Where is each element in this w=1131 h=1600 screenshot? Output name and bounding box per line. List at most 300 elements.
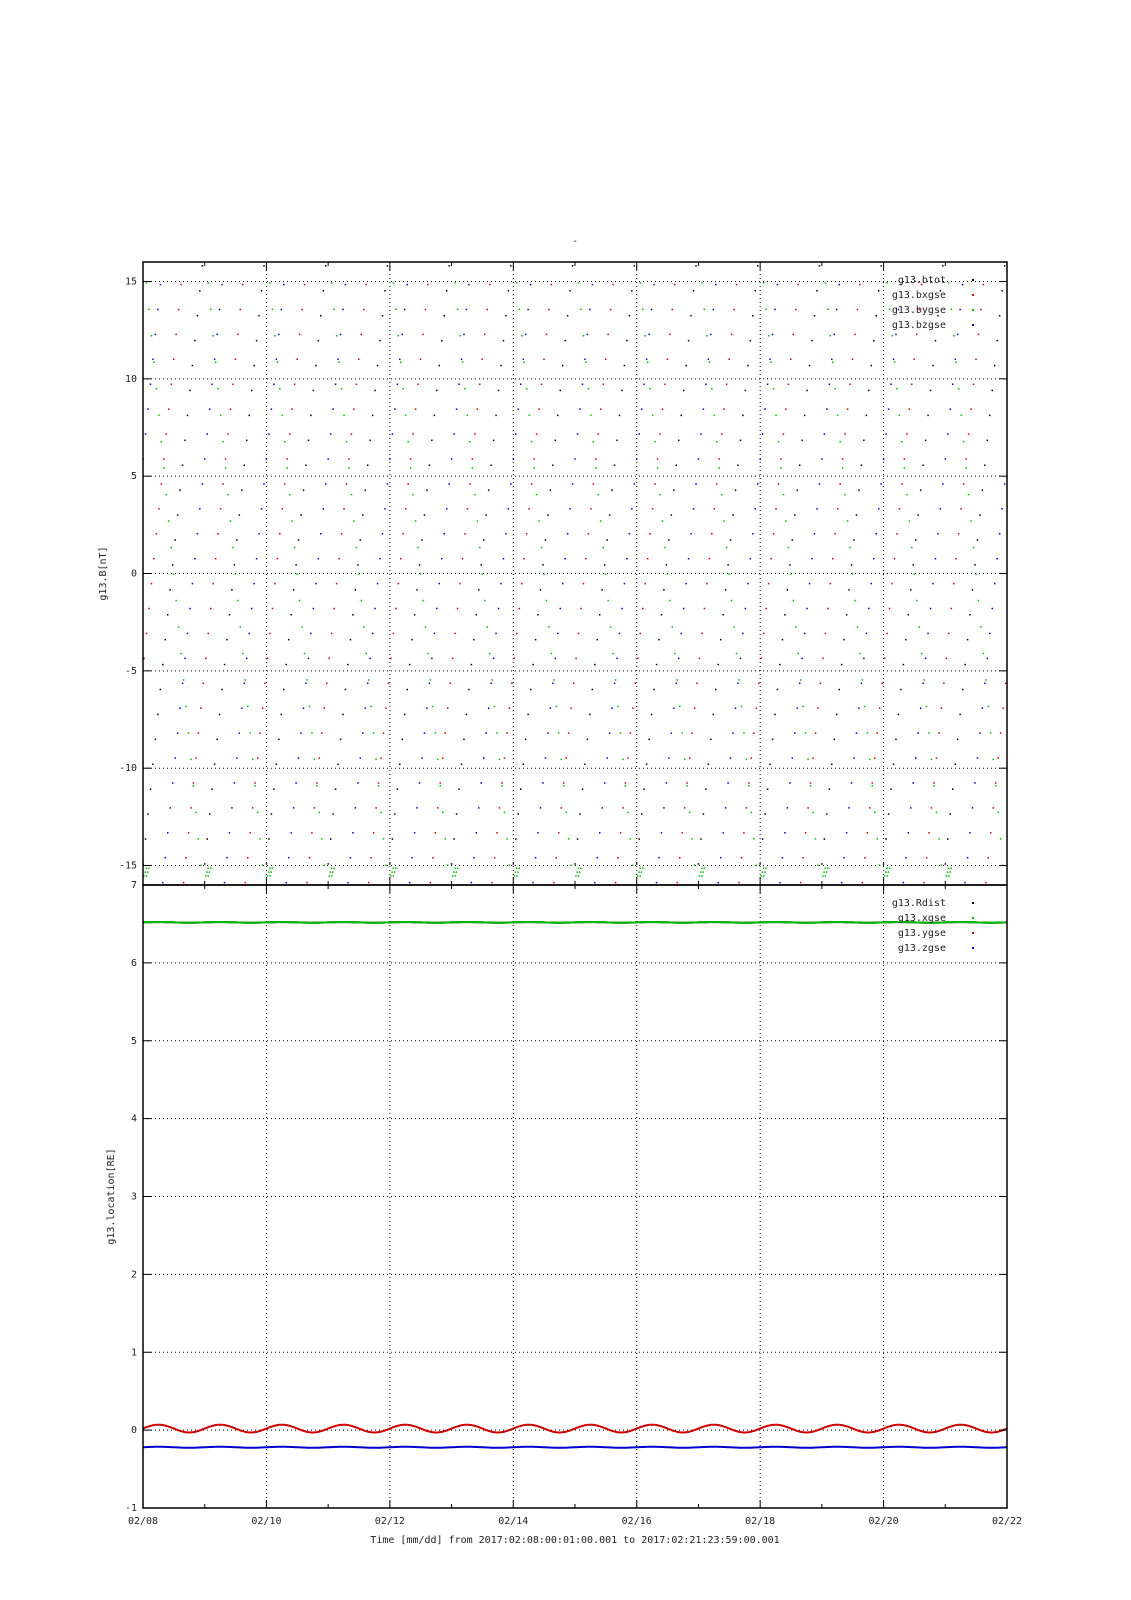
data-point: [810, 785, 812, 787]
data-point: [1000, 732, 1002, 734]
data-point: [849, 547, 851, 549]
data-point: [820, 891, 822, 893]
data-point: [820, 683, 822, 685]
data-point: [301, 309, 303, 311]
data-point: [393, 867, 395, 869]
data-point: [345, 284, 347, 286]
data-point: [819, 265, 821, 267]
data-point: [658, 857, 660, 859]
data-point: [563, 782, 565, 784]
data-point: [555, 440, 557, 442]
data-point: [222, 441, 224, 443]
data-point: [348, 458, 350, 460]
data-point: [269, 867, 271, 869]
data-point: [753, 732, 755, 734]
data-point: [702, 871, 704, 873]
data-point: [262, 707, 264, 709]
data-point: [197, 315, 199, 317]
data-point: [282, 414, 284, 416]
data-point: [217, 388, 219, 390]
data-point: [880, 483, 882, 485]
data-point: [410, 467, 412, 469]
data-point: [763, 633, 765, 635]
data-point: [505, 315, 507, 317]
data-point: [693, 290, 695, 292]
data-point: [355, 589, 357, 591]
data-point: [270, 871, 272, 873]
data-point: [806, 390, 808, 392]
data-point: [346, 441, 348, 443]
data-point: [999, 315, 1001, 317]
data-point: [426, 489, 428, 491]
data-point: [759, 458, 761, 460]
data-point: [959, 714, 961, 716]
data-point: [955, 558, 957, 560]
data-point: [848, 589, 850, 591]
data-point: [458, 788, 460, 790]
data-point: [890, 383, 892, 385]
data-point: [844, 433, 846, 435]
data-point: [273, 383, 275, 385]
data-point: [812, 812, 814, 814]
data-point: [894, 361, 896, 363]
data-point: [405, 508, 407, 510]
data-point: [392, 838, 394, 840]
data-point: [653, 689, 655, 691]
y-tick-label: 6: [130, 957, 137, 969]
data-point: [513, 458, 515, 460]
data-point: [247, 706, 249, 708]
data-point: [699, 875, 701, 877]
data-point: [545, 539, 547, 541]
data-point: [705, 383, 707, 385]
data-point: [683, 608, 685, 610]
data-point: [479, 547, 481, 549]
data-point: [962, 284, 964, 286]
data-point: [856, 514, 858, 516]
data-point: [990, 732, 992, 734]
data-point: [624, 365, 626, 367]
data-point: [498, 390, 500, 392]
data-point: [505, 533, 507, 535]
data-point: [632, 865, 634, 867]
data-point: [852, 359, 854, 361]
data-point: [716, 441, 718, 443]
data-point: [390, 256, 392, 258]
data-point: [844, 494, 846, 496]
y-tick-label: 7: [130, 880, 137, 891]
y-tick-label: 3: [130, 1191, 137, 1203]
data-point: [525, 334, 527, 336]
data-point: [762, 433, 764, 435]
data-point: [691, 732, 693, 734]
data-point: [365, 284, 367, 286]
data-point: [472, 458, 474, 460]
data-point: [546, 600, 548, 602]
data-point: [533, 467, 535, 469]
data-point: [973, 547, 975, 549]
data-point: [599, 614, 601, 616]
data-point: [948, 282, 950, 284]
data-point: [303, 489, 305, 491]
data-point: [848, 807, 850, 809]
data-point: [936, 812, 938, 814]
data-point: [341, 388, 343, 390]
data-point: [639, 633, 641, 635]
data-point: [635, 891, 637, 893]
data-point: [992, 759, 994, 761]
data-point: [921, 653, 923, 655]
data-point: [168, 408, 170, 410]
data-point: [826, 408, 828, 410]
data-point: [917, 732, 919, 734]
data-point: [491, 882, 493, 884]
data-point: [198, 838, 200, 840]
data-point: [341, 533, 343, 535]
data-point: [1004, 265, 1006, 267]
data-point: [938, 838, 940, 840]
data-point: [908, 832, 910, 834]
data-point: [501, 785, 503, 787]
data-point: [425, 626, 427, 628]
data-point: [210, 608, 212, 610]
data-point: [765, 309, 767, 311]
data-point: [498, 608, 500, 610]
data-point: [404, 714, 406, 716]
data-point: [673, 707, 675, 709]
data-point: [572, 265, 574, 267]
data-point: [974, 782, 976, 784]
data-point: [952, 788, 954, 790]
legend-label: g13.btot: [897, 275, 946, 286]
data-point: [248, 415, 250, 417]
data-point: [885, 871, 887, 873]
data-point: [646, 359, 648, 361]
data-point: [954, 359, 956, 361]
data-point: [518, 867, 520, 869]
data-point: [537, 832, 539, 834]
data-point: [515, 433, 517, 435]
data-point: [496, 832, 498, 834]
data-point: [281, 309, 283, 311]
data-point: [884, 256, 886, 258]
data-point: [895, 334, 897, 336]
data-point: [891, 335, 893, 337]
data-point: [652, 414, 654, 416]
data-point: [193, 782, 195, 784]
data-point: [689, 812, 691, 814]
data-point: [310, 415, 312, 417]
data-point: [661, 832, 663, 834]
data-point: [728, 573, 730, 575]
data-point: [214, 764, 216, 766]
data-point: [304, 653, 306, 655]
data-point: [768, 583, 770, 585]
data-point: [779, 882, 781, 884]
data-point: [653, 284, 655, 286]
data-point: [727, 564, 729, 566]
data-point: [779, 664, 781, 666]
data-point: [663, 807, 665, 809]
data-point: [827, 309, 829, 311]
data-point: [162, 882, 164, 884]
data-point: [614, 683, 616, 685]
data-point: [352, 832, 354, 834]
data-point: [864, 857, 866, 859]
data-point: [268, 838, 270, 840]
chart-title-mark: -: [571, 236, 579, 247]
data-point: [817, 865, 819, 867]
data-point: [979, 514, 981, 516]
data-point: [283, 284, 285, 286]
data-point: [405, 414, 407, 416]
data-point: [789, 564, 791, 566]
data-point: [942, 483, 944, 485]
data-point: [932, 583, 934, 585]
data-point: [385, 707, 387, 709]
data-point: [459, 583, 461, 585]
data-point: [669, 334, 671, 336]
data-point: [519, 309, 521, 311]
data-point: [663, 589, 665, 591]
data-point: [427, 284, 429, 286]
data-point: [294, 547, 296, 549]
data-point: [857, 309, 859, 311]
data-point: [801, 440, 803, 442]
data-point: [730, 539, 732, 541]
data-point: [989, 415, 991, 417]
data-point: [375, 807, 377, 809]
data-point: [252, 759, 254, 761]
data-point: [579, 408, 581, 410]
data-point: [873, 340, 875, 342]
data-point: [525, 739, 527, 741]
data-point: [508, 290, 510, 292]
data-point: [669, 600, 671, 602]
data-point: [785, 408, 787, 410]
data-point: [377, 365, 379, 367]
data-point: [153, 361, 155, 363]
data-point: [836, 309, 838, 311]
data-point: [824, 838, 826, 840]
data-point: [989, 633, 991, 635]
data-point: [432, 857, 434, 859]
data-point: [285, 664, 287, 666]
legend-label: g13.bygse: [891, 305, 946, 316]
data-point: [574, 458, 576, 460]
data-point: [810, 782, 812, 784]
data-point: [802, 706, 804, 708]
data-point: [789, 782, 791, 784]
data-point: [148, 608, 150, 610]
data-point: [163, 458, 165, 460]
data-point: [605, 573, 607, 575]
data-point: [909, 520, 911, 522]
data-point: [587, 739, 589, 741]
data-point: [895, 739, 897, 741]
data-point: [982, 489, 984, 491]
data-point: [478, 807, 480, 809]
data-point: [807, 807, 809, 809]
data-point: [830, 335, 832, 337]
data-point: [336, 583, 338, 585]
data-point: [652, 508, 654, 510]
data-point: [701, 875, 703, 877]
data-point: [555, 658, 557, 660]
data-point: [959, 309, 961, 311]
data-point: [410, 458, 412, 460]
data-point: [857, 626, 859, 628]
data-point: [522, 764, 524, 766]
data-point: [221, 284, 223, 286]
data-point: [388, 891, 390, 893]
data-point: [565, 757, 567, 759]
data-point: [688, 558, 690, 560]
data-point: [217, 533, 219, 535]
data-point: [689, 757, 691, 759]
data-point: [150, 788, 152, 790]
data-point: [476, 614, 478, 616]
data-point: [604, 782, 606, 784]
x-tick-label: 02/22: [991, 1516, 1023, 1527]
data-point: [799, 464, 801, 466]
data-point: [325, 483, 327, 485]
data-point: [330, 871, 332, 873]
data-point: [560, 807, 562, 809]
data-point: [916, 600, 918, 602]
data-point: [983, 284, 985, 286]
data-point: [419, 564, 421, 566]
data-point: [772, 334, 774, 336]
data-point: [598, 494, 600, 496]
data-point: [361, 334, 363, 336]
data-point: [394, 871, 396, 873]
data-point: [236, 539, 238, 541]
data-point: [272, 867, 274, 869]
data-point: [611, 489, 613, 491]
data-point: [457, 309, 459, 311]
data-point: [997, 757, 999, 759]
data-point: [889, 309, 891, 311]
data-point: [276, 359, 278, 361]
data-point: [984, 683, 986, 685]
data-point: [251, 390, 253, 392]
data-point: [500, 365, 502, 367]
data-point: [424, 514, 426, 516]
data-point: [464, 388, 466, 390]
data-point: [611, 707, 613, 709]
data-point: [606, 539, 608, 541]
data-point: [788, 383, 790, 385]
data-point: [435, 732, 437, 734]
data-point: [461, 359, 463, 361]
data-point: [459, 335, 461, 337]
data-point: [910, 807, 912, 809]
data-point: [626, 558, 628, 560]
data-point: [625, 785, 627, 787]
data-point: [883, 863, 885, 865]
data-point: [826, 813, 828, 815]
data-point: [914, 573, 916, 575]
data-point: [177, 514, 179, 516]
data-point: [463, 334, 465, 336]
data-point: [205, 875, 207, 877]
legend-marker: [972, 294, 974, 296]
data-point: [185, 706, 187, 708]
data-point: [430, 679, 432, 681]
data-point: [775, 414, 777, 416]
data-point: [686, 785, 688, 787]
y-tick-label: -1: [124, 1503, 137, 1514]
data-point: [194, 558, 196, 560]
data-point: [150, 383, 152, 385]
data-point: [695, 265, 697, 267]
data-point: [172, 564, 174, 566]
data-point: [404, 309, 406, 311]
data-point: [705, 788, 707, 790]
data-point: [950, 813, 952, 815]
data-point: [604, 564, 606, 566]
data-point: [362, 514, 364, 516]
data-point: [839, 483, 841, 485]
data-point: [795, 626, 797, 628]
data-point: [160, 284, 162, 286]
data-point: [785, 520, 787, 522]
data-point: [858, 489, 860, 491]
data-point: [177, 732, 179, 734]
data-point: [237, 334, 239, 336]
data-point: [393, 875, 395, 877]
data-point: [495, 633, 497, 635]
data-point: [778, 441, 780, 443]
data-point: [333, 608, 335, 610]
data-point: [241, 489, 243, 491]
data-point: [710, 334, 712, 336]
data-point: [278, 739, 280, 741]
y-tick-label: 0: [130, 568, 137, 580]
data-point: [658, 639, 660, 641]
data-point: [763, 867, 765, 869]
data-point: [252, 807, 254, 809]
data-point: [332, 408, 334, 410]
data-point: [444, 838, 446, 840]
data-point: [372, 633, 374, 635]
data-point: [195, 812, 197, 814]
data-point: [271, 813, 273, 815]
data-point: [656, 882, 658, 884]
data-point: [457, 608, 459, 610]
data-point: [338, 361, 340, 363]
data-point: [876, 732, 878, 734]
data-point: [508, 508, 510, 510]
data-point: [948, 867, 950, 869]
data-point: [510, 265, 512, 267]
data-point: [995, 782, 997, 784]
data-point: [172, 782, 174, 784]
data-point: [412, 494, 414, 496]
data-point: [578, 633, 580, 635]
y-axis-label: g13.B[nT]: [98, 546, 109, 601]
data-point: [406, 689, 408, 691]
data-point: [562, 583, 564, 585]
data-point: [717, 882, 719, 884]
data-point: [685, 583, 687, 585]
data-point: [335, 788, 337, 790]
data-point: [872, 785, 874, 787]
data-point: [617, 706, 619, 708]
data-point: [256, 340, 258, 342]
data-point: [558, 732, 560, 734]
